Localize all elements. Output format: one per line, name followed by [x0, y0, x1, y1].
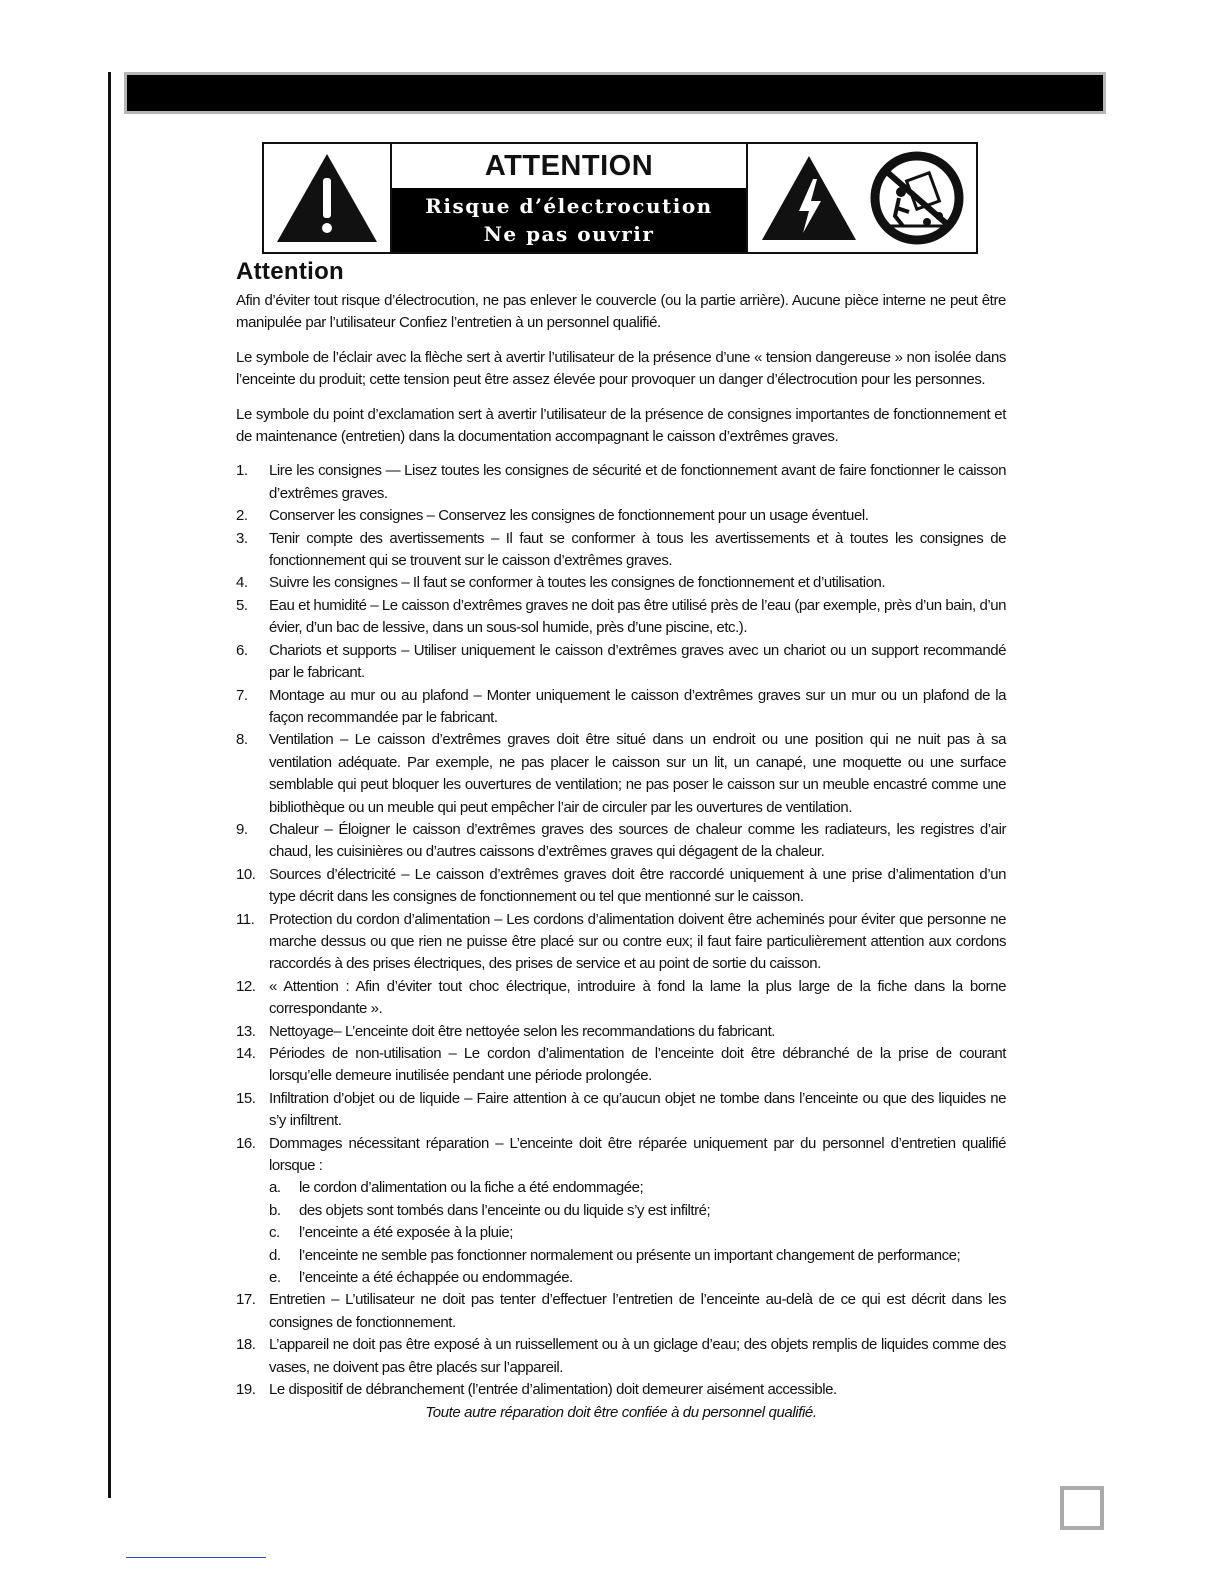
item-text: Chaleur – Éloigner le caisson d’extrêmes graves des sources de chaleur comme les radiateurs, les registres d’air chaud, les cuisinières ou d’autres caissons d’extrêmes graves qui dégagent de la chaleur. — [269, 820, 1006, 861]
subitem-letter: e. — [269, 1269, 281, 1287]
warning-line-2: Ne pas ouvrir — [483, 222, 655, 246]
warning-center-cell — [392, 144, 748, 252]
warning-title: ATTENTION — [484, 149, 654, 182]
warning-right-cell — [748, 144, 976, 252]
item-number: 10. — [236, 865, 256, 883]
item-text: Tenir compte des avertissements – Il faut se conformer à tous les avertissements et à toutes les consignes de fonctionnement qui se trouvent sur le caisson d’extrêmes graves. — [269, 529, 1006, 570]
list-item — [236, 819, 1006, 864]
item-text: Nettoyage– L’enceinte doit être nettoyée selon les recommandations du fabricant. — [269, 1022, 776, 1040]
subitem-letter: c. — [269, 1224, 280, 1242]
item-number: 13. — [236, 1022, 256, 1040]
item-text: « Attention : Afin d’éviter tout choc électrique, introduire à fond la lame la plus large de la fiche dans la borne correspondante ». — [269, 977, 1006, 1018]
item-text: Entretien – L’utilisateur ne doit pas tenter d’effectuer l’entretien de l’enceinte au-delà de ce qui est décrit dans les consignes de fonctionnement. — [269, 1291, 1006, 1331]
item-number: 7. — [236, 686, 248, 704]
item-number: 2. — [236, 507, 248, 525]
item-text: Lire les consignes — Lisez toutes les consignes de sécurité et de fonctionnement avant de faire fonctionner le caisson d’extrêmes graves. — [269, 462, 1006, 502]
safety-instructions-list — [236, 460, 1006, 1401]
list-item — [236, 729, 1006, 819]
item-number: 16. — [236, 1134, 256, 1152]
list-item — [236, 505, 1006, 527]
item-number: 6. — [236, 641, 248, 659]
item-number: 5. — [236, 596, 248, 614]
left-margin-rule — [108, 72, 111, 1498]
item-text: Périodes de non-utilisation – Le cordon d’alimentation de l’enceinte doit être débranché de la prise de courant lorsqu’elle demeure inutilisée pendant une période prolongée. — [269, 1045, 1006, 1085]
list-item — [236, 640, 1006, 685]
list-item — [236, 1088, 1006, 1133]
warning-box — [262, 142, 978, 254]
warning-subtitle-band — [392, 188, 746, 252]
subitem-letter: a. — [269, 1179, 281, 1197]
item-text: Dommages nécessitant réparation – L’enceinte doit être réparée uniquement par du personnel d’entretien qualifié lorsque : — [269, 1134, 1006, 1175]
item-number: 4. — [236, 574, 248, 592]
list-item — [236, 595, 1006, 640]
subitem-letter: b. — [269, 1201, 281, 1219]
sublist-item — [269, 1267, 1006, 1289]
item-number: 12. — [236, 977, 256, 995]
warning-line-1: Risque d’électrocution — [425, 194, 713, 218]
item-text: Ventilation – Le caisson d’extrêmes graves doit être situé dans un endroit ou une position qui ne nuit pas à sa ventilation adéquate. Par exemple, ne pas placer le caisson sur un lit, un canapé, une moquette ou une surface semblable qui peut bloquer les ouvertures de ventilation; ne pas poser le caisson sur un meuble encastré comme une bibliothèque ou un meuble qui peut empêcher l’air de circuler par les ouvertures de ventilation. — [269, 731, 1006, 816]
list-item — [236, 685, 1006, 730]
item-text: L’appareil ne doit pas être exposé à un ruissellement ou à un giclage d’eau; des objets remplis de liquides comme des vases, ne doivent pas être placés sur l’appareil. — [269, 1336, 1006, 1376]
no-cart-tipover-icon — [869, 150, 965, 246]
item-text: Suivre les consignes – Il faut se conformer à toutes les consignes de fonctionnement et d’utilisation. — [269, 574, 886, 592]
item-number: 11. — [236, 910, 255, 928]
item-number: 19. — [236, 1381, 256, 1399]
paragraph: Le symbole de l’éclair avec la flèche sert à avertir l’utilisateur de la présence d’une « tension dangereuse » non isolée dans l’enceinte du produit; cette tension peut être assez élevée pour provoquer un danger d’électrocution pour les personnes. — [236, 348, 1006, 389]
sublist-item — [269, 1245, 1006, 1267]
item-text: Le dispositif de débranchement (l’entrée d’alimentation) doit demeurer aisément accessible. — [269, 1381, 837, 1399]
item-text: Protection du cordon d’alimentation – Les cordons d’alimentation doivent être acheminés pour éviter que personne ne marche dessus ou que rien ne puisse être placé sur ou contre eux; il faut faire particulièrement attention aux cordons raccordés à des prises électriques, des prises de service et au point de sortie du caisson. — [269, 910, 1006, 973]
closing-note: Toute autre réparation doit être confiée à du personnel qualifié. — [425, 1403, 817, 1421]
item-text: Sources d’électricité – Le caisson d’extrêmes graves doit être raccordé uniquement à une prise d’alimentation d’un type décrit dans les consignes de fonctionnement ou tel que mentionné sur le caisson. — [269, 865, 1006, 906]
item-text: Montage au mur ou au plafond – Monter uniquement le caisson d’extrêmes graves sur un mur ou un plafond de la façon recommandée par le fabricant. — [269, 686, 1006, 726]
section-heading: Attention — [236, 258, 345, 285]
item-text: Eau et humidité – Le caisson d’extrêmes graves ne doit pas être utilisé près de l’eau (par exemple, près d’un bain, d’un évier, d’un bac de lessive, dans un sous-sol humide, près d’une piscine, etc.). — [269, 596, 1006, 637]
list-item — [236, 864, 1006, 909]
list-item — [236, 976, 1006, 1021]
subitem-text: des objets sont tombés dans l’enceinte ou du liquide s’y est infiltré; — [299, 1201, 711, 1219]
item-text: Conserver les consignes – Conservez les consignes de fonctionnement pour un usage éventuel. — [269, 507, 869, 525]
item-number: 18. — [236, 1336, 256, 1354]
page-number-box — [1060, 1486, 1104, 1530]
list-item — [236, 1021, 1006, 1043]
subitem-text: le cordon d’alimentation ou la fiche a été endommagée; — [299, 1179, 644, 1197]
item-number: 3. — [236, 529, 248, 547]
subitem-text: l’enceinte a été échappée ou endommagée. — [299, 1269, 573, 1287]
list-item — [236, 1289, 1006, 1334]
warning-left-cell — [264, 144, 392, 252]
list-item — [236, 1043, 1006, 1088]
item-number: 15. — [236, 1089, 256, 1107]
list-item — [236, 460, 1006, 505]
sublist-item — [269, 1177, 1006, 1199]
subitem-text: l’enceinte a été exposée à la pluie; — [299, 1224, 513, 1242]
list-item — [236, 1379, 1006, 1401]
content — [236, 258, 1006, 1424]
header-bar — [124, 72, 1106, 114]
item-number: 1. — [236, 462, 248, 480]
item-number: 8. — [236, 731, 248, 749]
sublist-item — [269, 1200, 1006, 1222]
lightning-triangle-icon — [759, 153, 859, 243]
list-item — [236, 1334, 1006, 1379]
paragraph: Le symbole du point d’exclamation sert à avertir l’utilisateur de la présence de consignes importantes de fonctionnement et de maintenance (entretien) dans la documentation accompagnant le caisson d’extrêmes graves. — [236, 405, 1006, 446]
subitem-text: l’enceinte ne semble pas fonctionner normalement ou présente un important changement de performance; — [299, 1246, 961, 1264]
subitem-letter: d. — [269, 1246, 281, 1264]
item-text: Infiltration d’objet ou de liquide – Faire attention à ce qu’aucun objet ne tombe dans l’enceinte ou que des liquides ne s’y infiltrent. — [269, 1089, 1006, 1130]
item-text: Chariots et supports – Utiliser uniquement le caisson d’extrêmes graves avec un chariot ou un support recommandé par le fabricant. — [269, 641, 1006, 682]
paragraph: Afin d’éviter tout risque d’électrocution, ne pas enlever le couvercle (ou la partie arrière). Aucune pièce interne ne peut être manipulée par l’utilisateur Confiez l’entretien à un personnel qualifié. — [236, 292, 1006, 332]
item-number: 14. — [236, 1045, 256, 1062]
damage-conditions-sublist — [269, 1177, 1006, 1289]
footer-line — [126, 1557, 266, 1558]
list-item — [236, 528, 1006, 573]
list-item — [236, 1133, 1006, 1290]
exclamation-triangle-icon — [273, 150, 381, 246]
item-number: 9. — [236, 820, 248, 838]
item-number: 17. — [236, 1291, 256, 1309]
list-item — [236, 572, 1006, 594]
list-item — [236, 909, 1006, 976]
sublist-item — [269, 1222, 1006, 1244]
